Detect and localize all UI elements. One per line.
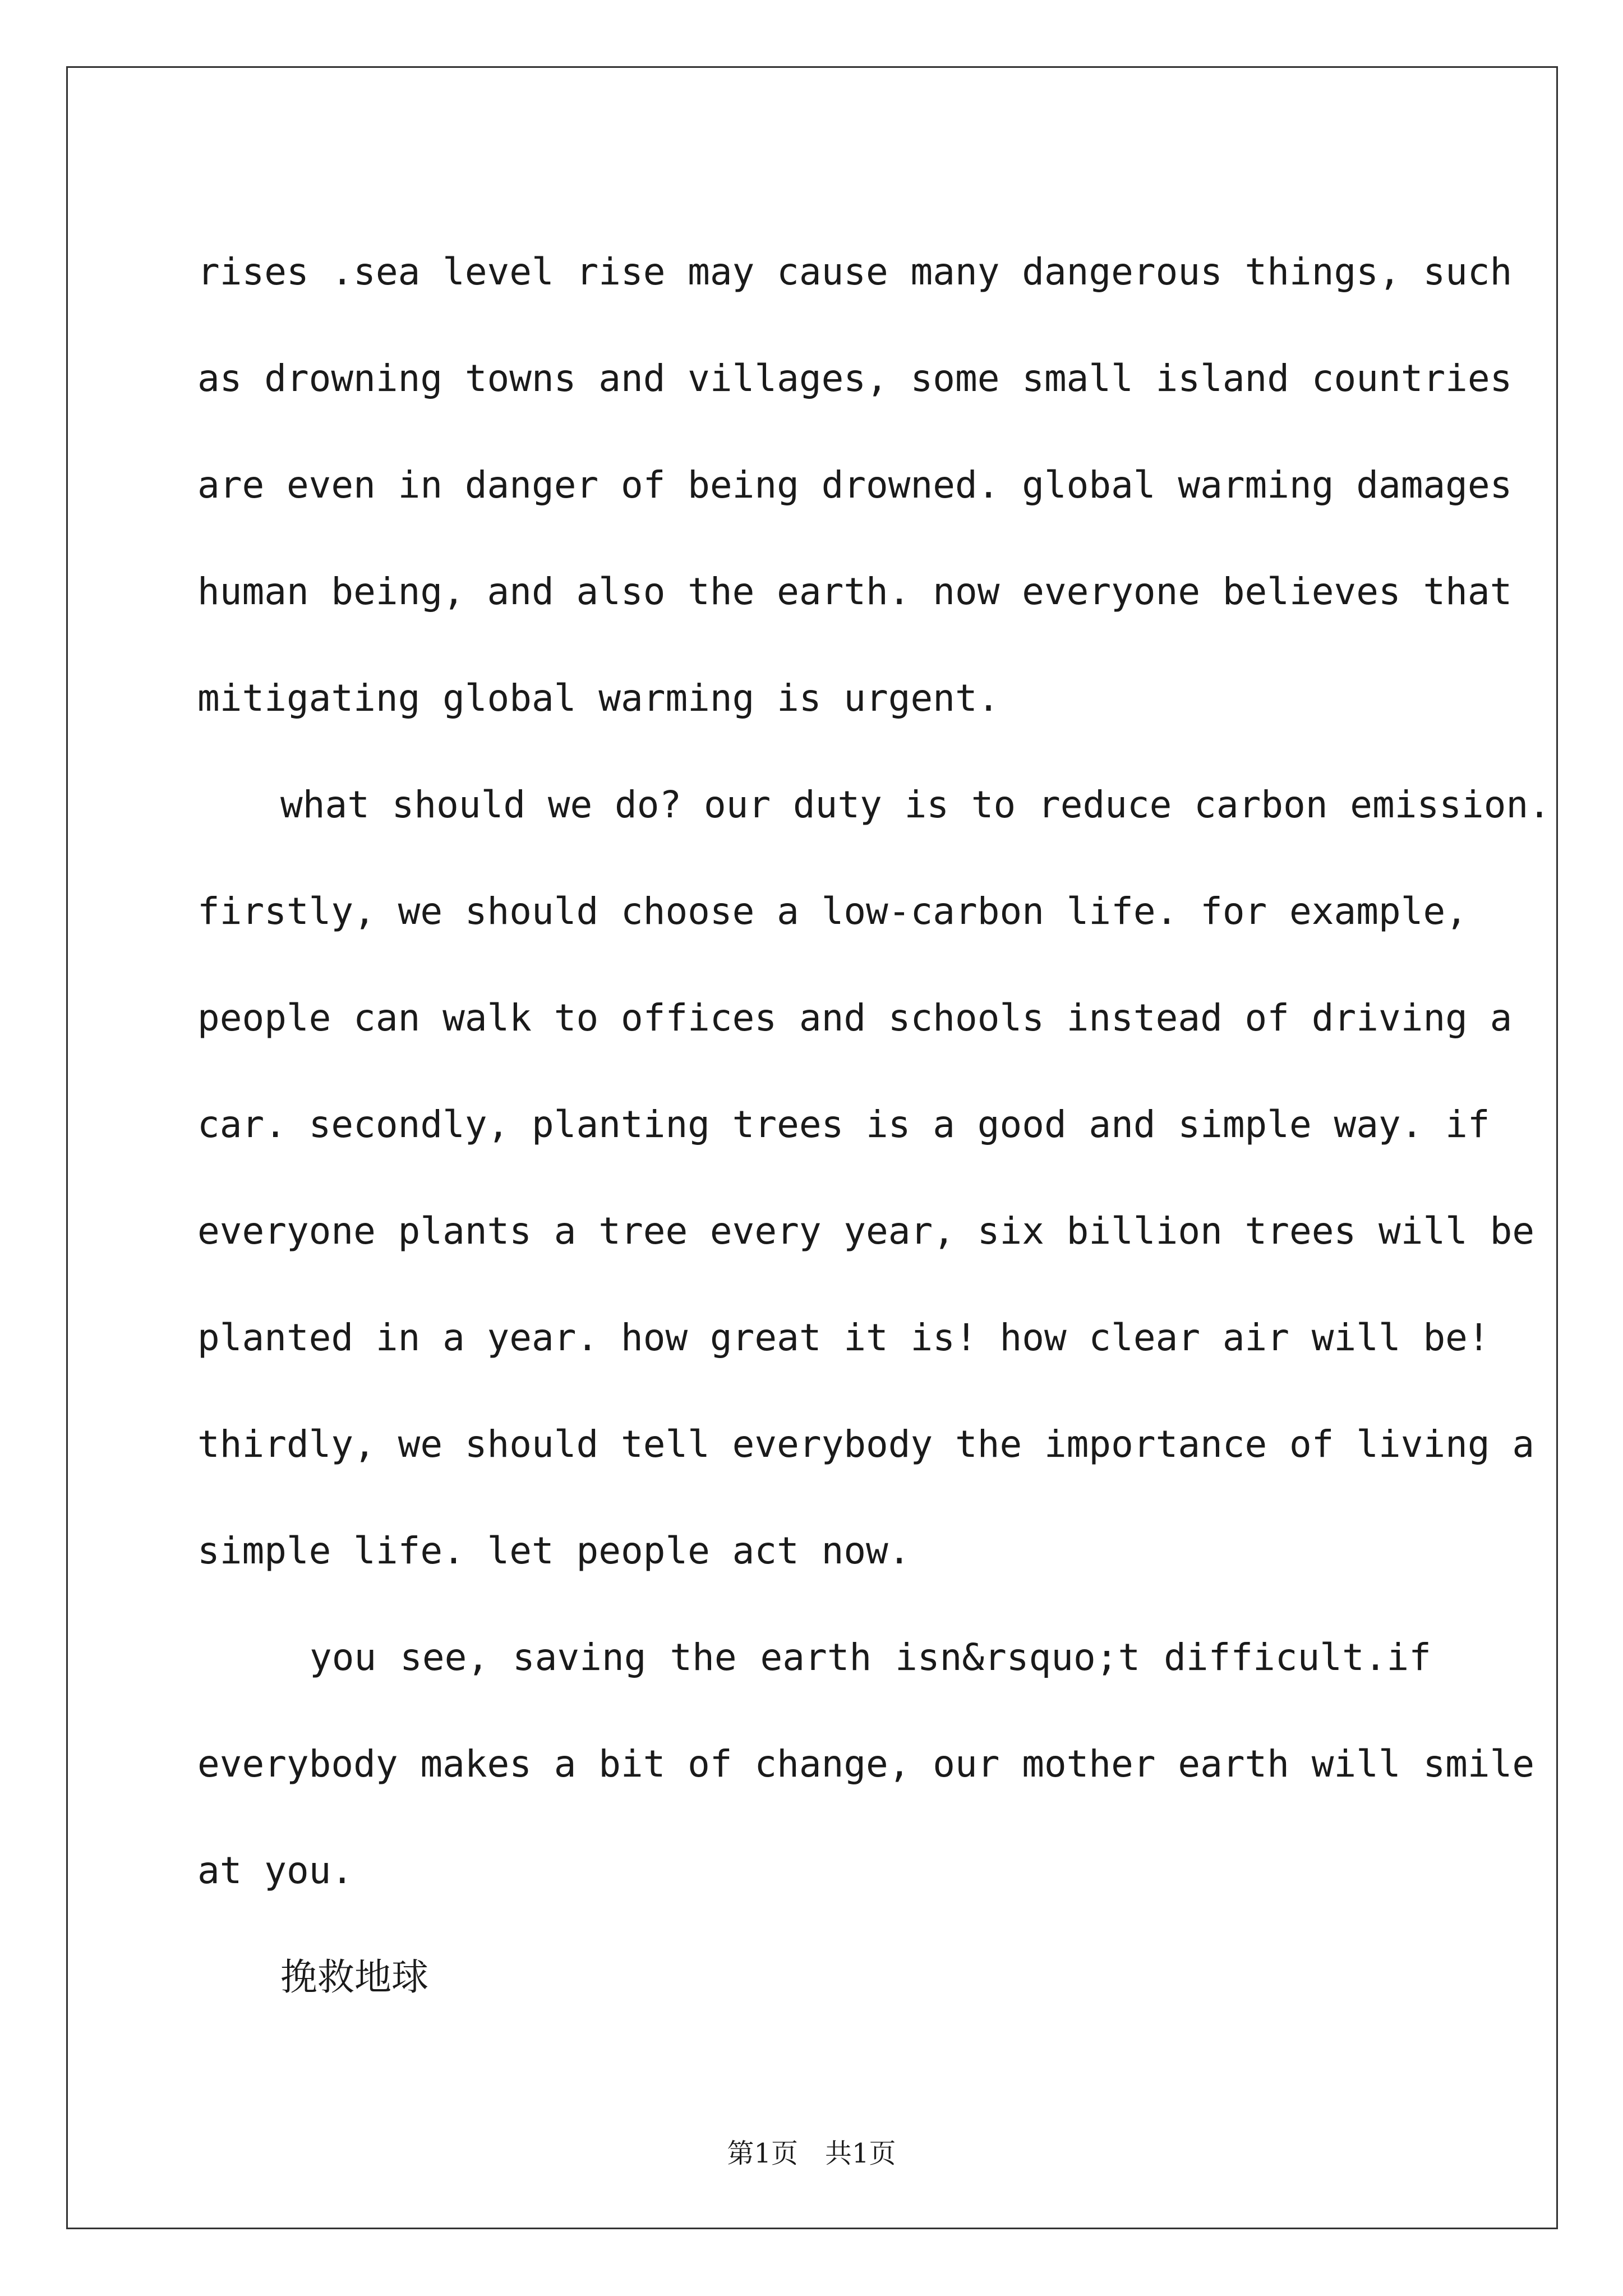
text-line: everyone plants a tree every year, six billion trees will be: [197, 1209, 1535, 1253]
text-line: firstly, we should choose a low-carbon life. for example,: [197, 890, 1468, 933]
text-line: at you.: [197, 1849, 354, 1892]
page-number-total: 共1页: [825, 2138, 896, 2169]
text-line: simple life. let people act now.: [197, 1529, 911, 1572]
text-line: mitigating global warming is urgent.: [197, 677, 1000, 720]
closing-heading: 挽救地球: [280, 1955, 428, 1999]
text-line: human being, and also the earth. now everyone believes that: [197, 570, 1513, 613]
text-line: as drowning towns and villages, some small island countries: [197, 357, 1513, 400]
text-line: people can walk to offices and schools instead of driving a: [197, 996, 1513, 1039]
text-line: planted in a year. how great it is! how clear air will be!: [197, 1316, 1490, 1359]
text-line: are even in danger of being drowned. global warming damages: [197, 463, 1513, 507]
text-line: car. secondly, planting trees is a good and simple way. if: [197, 1103, 1490, 1146]
text-line: what should we do? our duty is to reduce carbon emission.: [280, 783, 1551, 826]
text-line: rises .sea level rise may cause many dangerous things, such: [197, 250, 1513, 293]
text-line: thirdly, we should tell everybody the importance of living a: [197, 1423, 1535, 1466]
text-line: everybody makes a bit of change, our mother earth will smile: [197, 1742, 1535, 1786]
document-body: [197, 219, 1551, 2031]
page-footer: [0, 2132, 1623, 2170]
text-line: you see, saving the earth isn&rsquo;t difficult.if: [310, 1636, 1431, 1679]
page-number-current: 第1页: [727, 2138, 798, 2169]
